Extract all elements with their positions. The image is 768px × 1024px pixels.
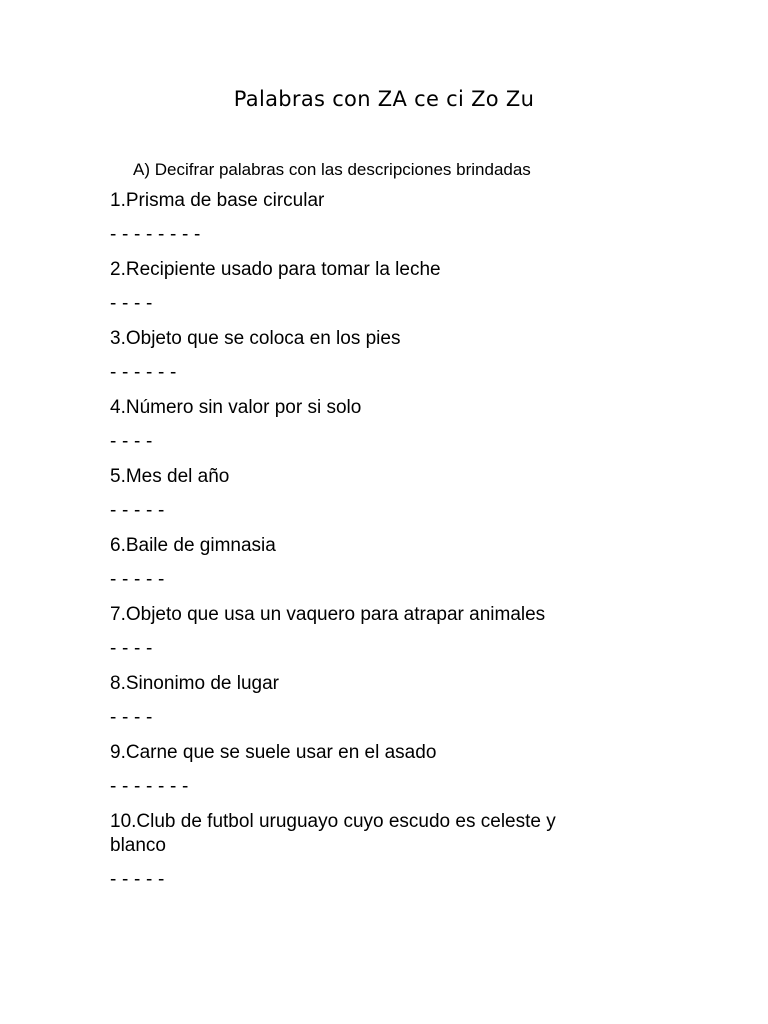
question-text: 8.Sinonimo de lugar bbox=[110, 673, 279, 694]
question-item bbox=[110, 465, 610, 523]
question-text: 3.Objeto que se coloca en los pies bbox=[110, 328, 401, 349]
question-item bbox=[110, 327, 610, 385]
answer-blank: - - - - - - - bbox=[110, 776, 189, 797]
question-text: 7.Objeto que usa un vaquero para atrapar animales bbox=[110, 604, 546, 625]
answer-blank: - - - - - - bbox=[110, 362, 177, 383]
instruction-text: A) Decifrar palabras con las descripciones brindadas bbox=[133, 160, 531, 179]
answer-blank: - - - - bbox=[110, 707, 153, 728]
question-text: 6.Baile de gimnasia bbox=[110, 535, 276, 556]
answer-blank: - - - - - bbox=[110, 569, 165, 590]
question-list bbox=[110, 189, 610, 903]
question-text: 10.Club de futbol uruguayo cuyo escudo es celeste y blanco bbox=[110, 811, 556, 856]
question-item bbox=[110, 189, 610, 247]
answer-blank: - - - - bbox=[110, 431, 153, 452]
question-item bbox=[110, 603, 610, 661]
question-text: 2.Recipiente usado para tomar la leche bbox=[110, 259, 441, 280]
question-text: 4.Número sin valor por si solo bbox=[110, 397, 362, 418]
question-item bbox=[110, 258, 610, 316]
question-text: 1.Prisma de base circular bbox=[110, 190, 325, 211]
question-item bbox=[110, 534, 610, 592]
answer-blank: - - - - bbox=[110, 293, 153, 314]
question-item bbox=[110, 672, 610, 730]
question-text: 5.Mes del año bbox=[110, 466, 230, 487]
question-text: 9.Carne que se suele usar en el asado bbox=[110, 742, 437, 763]
question-item bbox=[110, 810, 610, 892]
answer-blank: - - - - - - - - bbox=[110, 224, 201, 245]
answer-blank: - - - - bbox=[110, 638, 153, 659]
answer-blank: - - - - - bbox=[110, 500, 165, 521]
answer-blank: - - - - - bbox=[110, 869, 165, 890]
question-item bbox=[110, 396, 610, 454]
question-item bbox=[110, 741, 610, 799]
document-title: Palabras con ZA ce ci Zo Zu bbox=[233, 87, 535, 111]
